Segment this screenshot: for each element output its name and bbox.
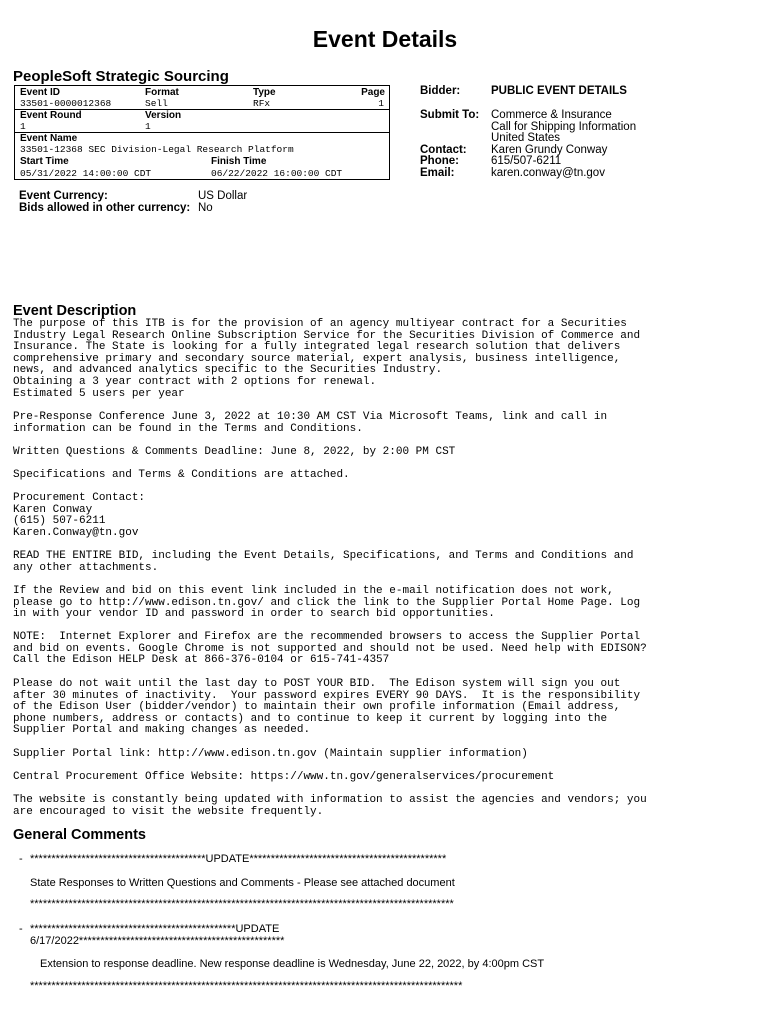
comment-bullet: - bbox=[19, 923, 23, 935]
event-round-label: Event Round bbox=[20, 110, 82, 121]
event-info-box bbox=[14, 85, 390, 180]
finish-time-label: Finish Time bbox=[211, 156, 267, 167]
phone-label: Phone: bbox=[420, 155, 459, 167]
other-currency-value: No bbox=[198, 202, 213, 214]
event-description-heading: Event Description bbox=[13, 303, 137, 319]
description-paragraph: Specifications and Terms & Conditions are attached. bbox=[13, 469, 350, 481]
version-value: 1 bbox=[145, 121, 151, 132]
comment-line: State Responses to Written Questions and Comments - Please see attached document bbox=[30, 877, 455, 889]
description-paragraph: Written Questions & Comments Deadline: June 8, 2022, by 2:00 PM CST bbox=[13, 446, 456, 458]
system-title: PeopleSoft Strategic Sourcing bbox=[13, 68, 229, 85]
page-title: Event Details bbox=[312, 26, 458, 52]
format-value: Sell bbox=[145, 98, 168, 109]
submit-to-label: Submit To: bbox=[420, 109, 480, 121]
version-label: Version bbox=[145, 110, 182, 121]
description-paragraph: READ THE ENTIRE BID, including the Event Details, Specifications, and Terms and Conditions and any other attachments. bbox=[13, 550, 634, 574]
start-time-label: Start Time bbox=[20, 156, 69, 167]
phone-value: 615/507-6211 bbox=[491, 155, 562, 167]
description-paragraph: Supplier Portal link: http://www.edison.tn.gov (Maintain supplier information) bbox=[13, 748, 528, 760]
comment-line: ************************************************UPDATE bbox=[30, 923, 280, 935]
description-paragraph: Procurement Contact: Karen Conway (615) 507-6211 Karen.Conway@tn.gov bbox=[13, 492, 146, 539]
type-value: RFx bbox=[253, 98, 271, 109]
bidder-value: PUBLIC EVENT DETAILS bbox=[491, 85, 627, 97]
bidder-label: Bidder: bbox=[420, 85, 461, 97]
description-paragraph: If the Review and bid on this event link included in the e-mail notification does not work, please go to http://www.edison.tn.gov/ and click the link to the Supplier Portal Home Page. Log in with your vendor ID and password in order to search bid opportunities. bbox=[13, 585, 641, 621]
event-id-value: 33501-0000012368 bbox=[20, 98, 112, 109]
description-paragraph: The purpose of this ITB is for the provision of an agency multiyear contract for a Securities Industry Legal Research Online Subscription Service for the Securities Division of Commerce and Insurance. The State is looking for a fully integrated legal research solution that delivers comprehensive primary and secondary source material, expert analysis, business intelligence, news, and advanced analytics specific to the Securities Industry. Obtaining a 3 year contract with 2 options for renewal. Estimated 5 users per year bbox=[13, 318, 641, 400]
comment-line: Extension to response deadline. New response deadline is Wednesday, June 22, 2022, by 4:00pm CST bbox=[40, 958, 545, 970]
email-value: karen.conway@tn.gov bbox=[491, 167, 605, 179]
event-name-value: 33501-12368 SEC Division-Legal Research Platform bbox=[20, 144, 294, 155]
other-currency-label: Bids allowed in other currency: bbox=[19, 202, 191, 214]
general-comments-heading: General Comments bbox=[13, 827, 146, 843]
description-paragraph: Pre-Response Conference June 3, 2022 at 10:30 AM CST Via Microsoft Teams, link and call in information can be found in the Terms and Conditions. bbox=[13, 411, 608, 435]
page-label: Page bbox=[361, 87, 385, 98]
event-name-label: Event Name bbox=[20, 133, 78, 144]
email-label: Email: bbox=[420, 167, 455, 179]
submit-to-line: Call for Shipping Information bbox=[491, 121, 637, 133]
finish-time-value: 06/22/2022 16:00:00 CDT bbox=[211, 168, 343, 179]
type-label: Type bbox=[253, 87, 276, 98]
comment-bullet: - bbox=[19, 853, 23, 865]
description-paragraph: Please do not wait until the last day to POST YOUR BID. The Edison system will sign you out after 30 minutes of inactivity. Your password expires EVERY 90 DAYS. It is the responsibility of the Edison User (bidder/vendor) to maintain their own profile information (Email address, phone numbers, address or contacts) and to continue to keep it current by logging into the Supplier Portal and making changes as needed. bbox=[13, 678, 641, 737]
description-paragraph: The website is constantly being updated with information to assist the agencies and vendors; you are encouraged to visit the website frequently. bbox=[13, 794, 647, 818]
description-paragraph: NOTE: Internet Explorer and Firefox are the recommended browsers to access the Supplier Portal and bid on events. Google Chrome is not supported and should not be used. Need help with EDISON? Call the Edison HELP Desk at 866-376-0104 or 615-741-4357 bbox=[13, 631, 647, 667]
submit-to-line: United States bbox=[491, 132, 561, 144]
currency-label: Event Currency: bbox=[19, 190, 108, 202]
description-paragraph: Central Procurement Office Website: https://www.tn.gov/generalservices/procurement bbox=[13, 771, 555, 783]
page-value: 1 bbox=[378, 98, 384, 109]
comment-line: 6/17/2022************************************************ bbox=[30, 935, 285, 947]
submit-to-line: Commerce & Insurance bbox=[491, 109, 612, 121]
event-round-value: 1 bbox=[20, 121, 26, 132]
comment-line: *************************************************************************************************** bbox=[30, 898, 454, 910]
comment-line: *****************************************UPDATE********************************************** bbox=[30, 853, 447, 865]
contact-label: Contact: bbox=[420, 144, 467, 156]
contact-value: Karen Grundy Conway bbox=[491, 144, 608, 156]
event-id-label: Event ID bbox=[20, 87, 61, 98]
comment-line: ***************************************************************************************************** bbox=[30, 980, 463, 992]
currency-value: US Dollar bbox=[198, 190, 248, 202]
start-time-value: 05/31/2022 14:00:00 CDT bbox=[20, 168, 152, 179]
format-label: Format bbox=[145, 87, 179, 98]
